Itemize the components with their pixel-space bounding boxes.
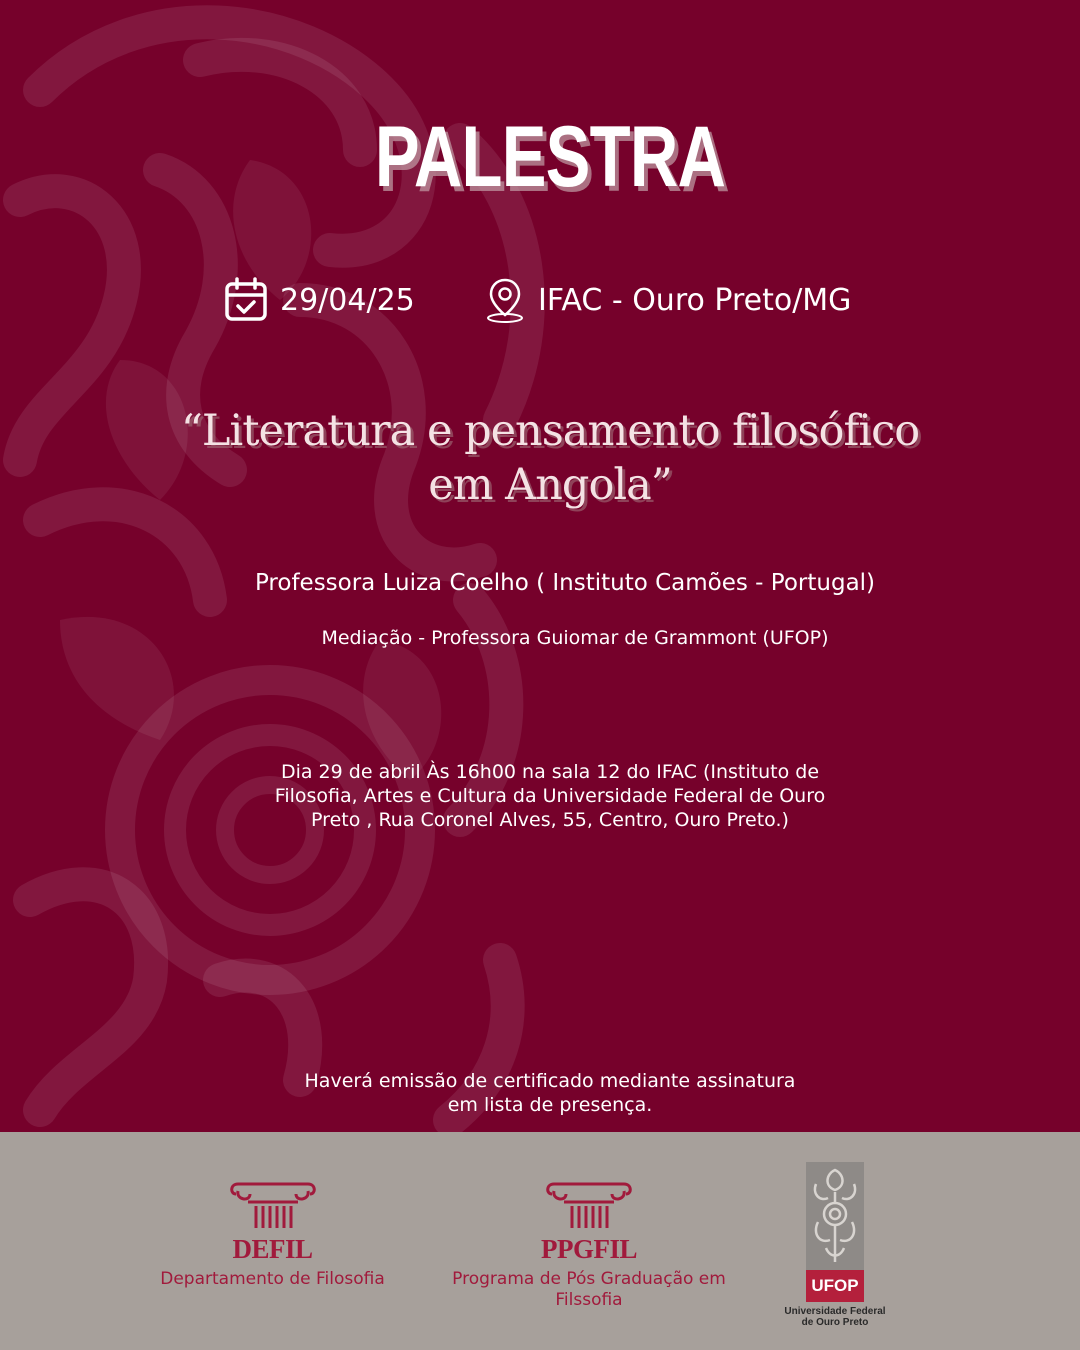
event-location xyxy=(484,272,851,328)
ufop-name-line-2: de Ouro Preto xyxy=(801,1317,869,1328)
ufop-emblem xyxy=(806,1162,864,1302)
ppgfil-caption-line-2: Filssofia xyxy=(555,1290,623,1310)
ufop-logo xyxy=(780,1162,890,1328)
event-details-line-2: Filosofia, Artes e Cultura da Universidade Federal de Ouro xyxy=(274,785,826,807)
ufop-name xyxy=(780,1306,890,1328)
certificate-note-line-2: em lista de presença. xyxy=(447,1094,653,1116)
talk-title-line-2: em Angola” xyxy=(428,460,672,510)
ufop-name-line-1: Universidade Federal xyxy=(784,1306,886,1317)
defil-logo xyxy=(130,1180,415,1290)
ornamental-emblem-icon xyxy=(806,1162,864,1270)
event-date-text: 29/04/25 xyxy=(280,282,415,318)
talk-title-line-1: “Literatura e pensamento filosófico xyxy=(180,406,920,456)
map-pin-icon xyxy=(484,276,526,324)
defil-acronym: DEFIL xyxy=(232,1234,313,1264)
page-title: PALESTRA xyxy=(374,109,726,205)
event-details-line-1: Dia 29 de abril Às 16h00 na sala 12 do IFAC (Instituto de xyxy=(280,761,820,783)
ppgfil-acronym: PPGFIL xyxy=(541,1234,637,1264)
calendar-check-icon xyxy=(224,277,268,323)
event-details-line-3: Preto , Rua Coronel Alves, 55, Centro, Ouro Preto.) xyxy=(311,809,789,831)
defil-caption: Departamento de Filosofia xyxy=(160,1269,385,1289)
certificate-note xyxy=(0,1069,1080,1117)
ppgfil-caption-line-1: Programa de Pós Graduação em xyxy=(452,1269,726,1289)
ionic-column-icon xyxy=(228,1180,318,1230)
event-location-text: IFAC - Ouro Preto/MG xyxy=(538,282,852,318)
certificate-note-line-1: Haverá emissão de certificado mediante assinatura xyxy=(304,1070,796,1092)
ufop-acronym: UFOP xyxy=(806,1270,864,1302)
event-meta xyxy=(0,272,1080,328)
ppgfil-caption xyxy=(430,1269,748,1311)
speaker: Professora Luiza Coelho ( Instituto Camões - Portugal) xyxy=(254,570,876,596)
event-date xyxy=(224,272,415,328)
event-details xyxy=(0,760,1080,832)
ppgfil-logo xyxy=(430,1180,748,1311)
mediation: Mediação - Professora Guiomar de Grammont (UFOP) xyxy=(321,627,829,649)
talk-title xyxy=(90,404,1010,512)
ionic-column-icon xyxy=(541,1180,637,1230)
